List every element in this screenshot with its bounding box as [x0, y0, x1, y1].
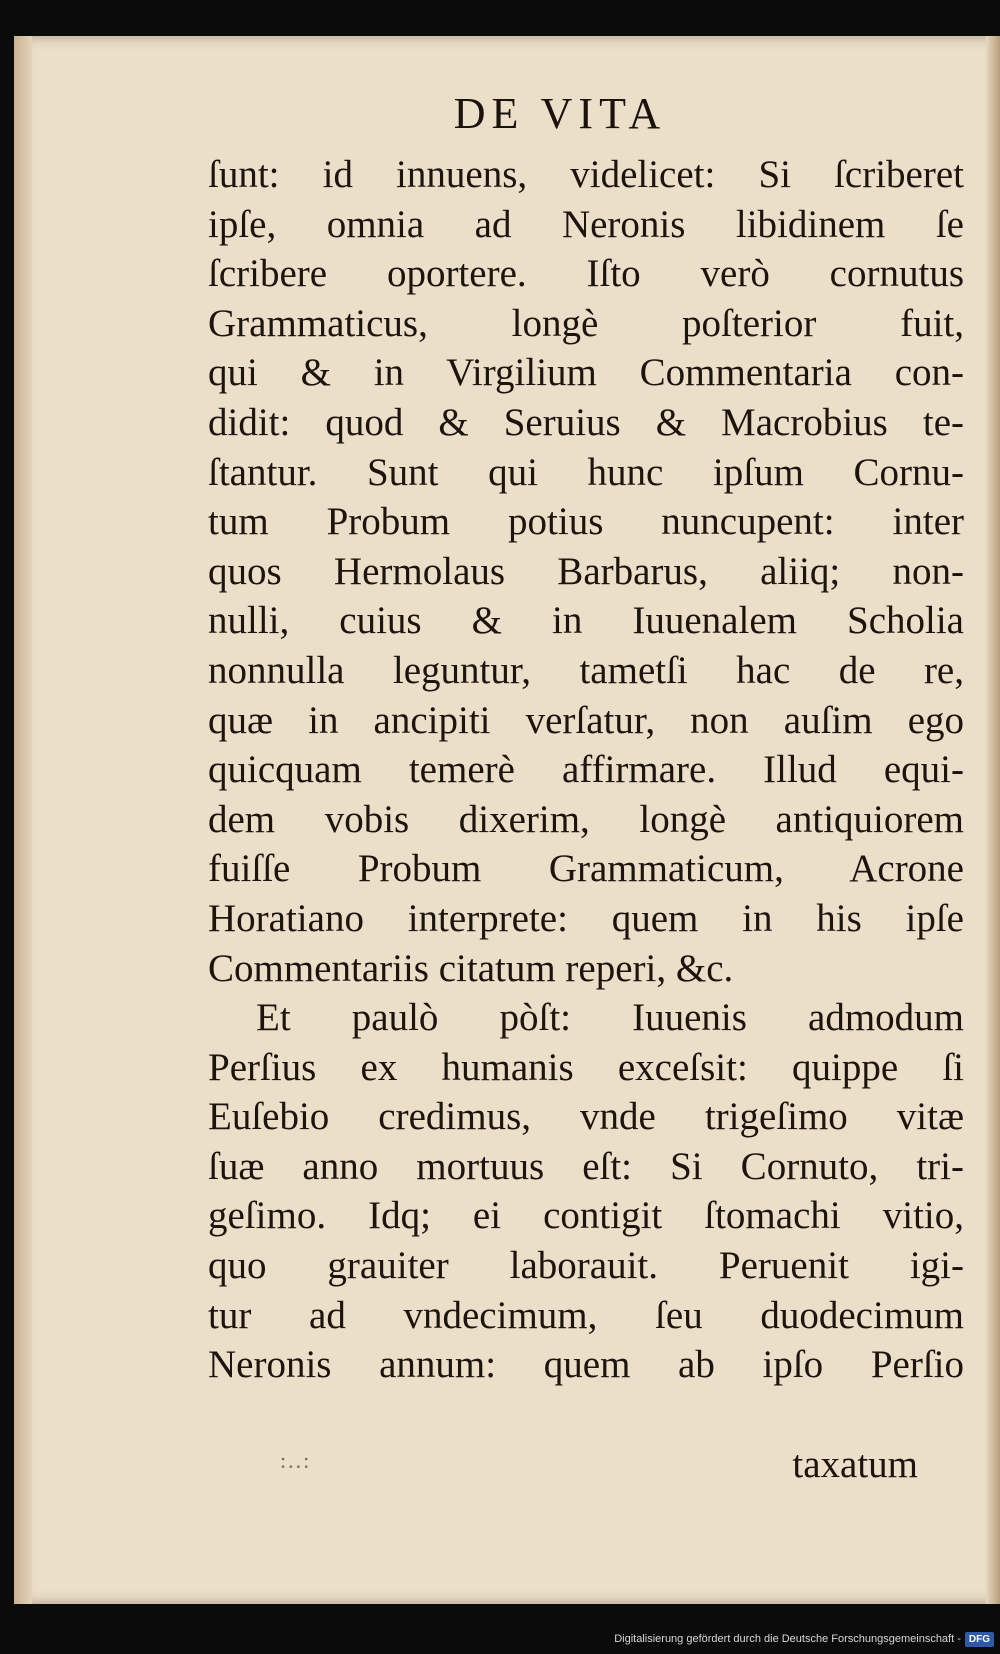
catchword: taxatum	[792, 1443, 918, 1486]
text-line: ſcribere oportere. Iſto verò cornutus	[208, 252, 964, 296]
text-line: qui & in Virgilium Commentaria con-	[208, 351, 964, 395]
text-line: ſtantur. Sunt qui hunc ipſum Cornu-	[208, 450, 964, 494]
text-line: ſuæ anno mortuus eſt: Si Cornuto, tri-	[208, 1144, 964, 1188]
text-line: didit: quod & Seruius & Macrobius te-	[208, 400, 964, 444]
credit-text: Digitalisierung gefördert durch die Deutsche Forschungsgemeinschaft -	[614, 1633, 961, 1645]
body-text	[208, 150, 964, 1390]
text-line: nulli, cuius & in Iuuenalem Scholia	[208, 599, 964, 643]
text-line: ſunt: id innuens, videlicet: Si ſcriberet	[208, 153, 964, 196]
text-line: quo grauiter laborauit. Peruenit igi-	[208, 1244, 964, 1288]
text-line: Commentariis citatum reperi, &c.	[208, 946, 734, 990]
text-line: quicquam temerè affirmare. Illud equi-	[208, 748, 964, 792]
text-line: geſimo. Idq; ei contigit ſtomachi vitio,	[208, 1194, 964, 1238]
text-line: tum Probum potius nuncupent: inter	[208, 500, 964, 544]
text-line-paragraph-start: Et paulò pòſt: Iuuenis admodum	[256, 996, 964, 1040]
text-line: dem vobis dixerim, longè antiquiorem	[208, 797, 964, 841]
digitization-credit	[614, 1628, 994, 1650]
page-gutter-left	[14, 36, 32, 1604]
text-line: Horatiano interprete: quem in his ipſe	[208, 896, 964, 940]
text-line: Grammaticus, longè poſterior fuit,	[208, 301, 964, 345]
running-head: DE VITA	[453, 89, 667, 138]
dfg-logo: DFG	[965, 1632, 994, 1647]
text-line: fuiſſe Probum Grammaticum, Acrone	[208, 847, 964, 891]
text-line: Euſebio credimus, vnde trigeſimo vitæ	[208, 1095, 964, 1139]
text-line: quos Hermolaus Barbarus, aliiq; non-	[208, 549, 964, 593]
text-line: nonnulla leguntur, tametſi hac de re,	[208, 648, 964, 692]
text-line: Neronis annum: quem ab ipſo Perſio	[208, 1343, 964, 1387]
text-line: Perſius ex humanis exceſsit: quippe ſi	[208, 1045, 964, 1089]
text-line: tur ad vndecimum, ſeu duodecimum	[208, 1293, 964, 1337]
text-line: quæ in ancipiti verſatur, non auſim ego	[208, 698, 964, 742]
text-line: ipſe, omnia ad Neronis libidinem ſe	[208, 202, 964, 246]
signature-mark: :..:	[280, 1448, 312, 1473]
page-edge-right	[986, 36, 1000, 1604]
